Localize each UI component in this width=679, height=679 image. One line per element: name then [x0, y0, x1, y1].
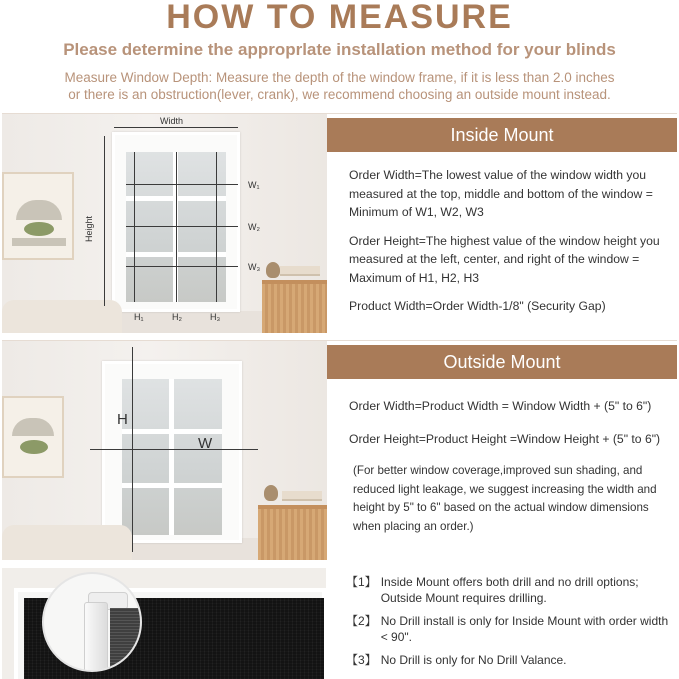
inside-mount-heading: Inside Mount: [327, 118, 677, 152]
inside-product-width-text: Product Width=Order Width-1/8" (Security Gap): [349, 299, 606, 313]
outside-order-height-text: Order Height=Product Height =Window Height + (5" to 6"): [349, 431, 661, 446]
w2-label: W₂: [248, 222, 260, 232]
note-number: 【3】: [346, 653, 377, 667]
wall-art: [2, 396, 64, 478]
outside-mount-photo: [2, 341, 327, 560]
width-label: Width: [160, 116, 184, 126]
note-number: 【1】: [346, 575, 377, 589]
outside-mount-heading: Outside Mount: [327, 345, 677, 379]
outside-order-width-text: Order Width=Product Width = Window Width + (5" to 6"): [349, 399, 652, 413]
outside-recommendation-text: (For better window coverage,improved sun shading, and reduced light leakage, we suggest increasing the width and height by 5" to 6" based on the actual window dimensions when placing an order.): [353, 464, 657, 533]
h1-arrow: [134, 152, 135, 302]
rattan-cabinet: [258, 505, 327, 560]
note-text: No Drill install is only for Inside Mount with order width < 90".: [380, 614, 669, 644]
note-item: [346, 652, 676, 668]
h2-arrow: [176, 152, 177, 302]
outside-mount-text: [349, 397, 679, 546]
h2-label: H₂: [172, 312, 182, 322]
fabric-zoom: [110, 608, 142, 672]
width-arrow: [114, 127, 238, 128]
inside-order-width-text: Order Width=The lowest value of the window width you measured at the top, middle and bottom of the window = Minimum of W1, W2, W3: [349, 168, 653, 219]
h1-label: H₁: [134, 312, 144, 322]
sofa: [2, 525, 132, 560]
blind-closeup-photo: [2, 568, 326, 679]
roller-zoom-circle: [42, 572, 142, 672]
inside-mount-photo: [2, 114, 327, 333]
outside-width-arrow: [90, 449, 258, 450]
window-depth-note-line1: Measure Window Depth: Measure the depth of the window frame, if it is less than 2.0 inches: [64, 70, 615, 85]
inside-mount-text: [349, 166, 674, 326]
inside-mount-panel: [2, 113, 677, 333]
w1-arrow: [126, 184, 238, 185]
note-item: [346, 613, 676, 645]
page-subtitle: Please determine the approprlate installation method for your blinds: [63, 40, 616, 59]
height-arrow: [104, 136, 105, 306]
w1-label: W₁: [248, 180, 260, 190]
inside-order-height-text: Order Height=The highest value of the window height you measured at the left, center, and right of the window = Maximum of H1, H2, H3: [349, 233, 660, 285]
note-item: [346, 574, 676, 606]
w3-arrow: [126, 266, 238, 267]
height-label: Height: [84, 215, 95, 243]
wall-art: [2, 172, 74, 260]
rattan-cabinet: [262, 280, 327, 333]
install-notes: [346, 574, 676, 675]
w2-arrow: [126, 226, 238, 227]
w3-label: W₃: [248, 262, 261, 272]
note-text: Inside Mount offers both drill and no drill options; Outside Mount requires drilling.: [380, 575, 639, 605]
roller-tube: [84, 602, 108, 672]
note-number: 【2】: [346, 614, 377, 628]
h3-arrow: [216, 152, 217, 302]
page-title: HOW TO MEASURE: [166, 0, 513, 36]
outside-h-label: H: [117, 411, 128, 428]
outside-w-label: W: [198, 435, 213, 452]
outside-mount-panel: [2, 340, 677, 560]
window-depth-note-line2: or there is an obstruction(lever, crank), we recommend choosing an outside mount instead.: [68, 87, 611, 102]
h3-label: H₃: [210, 312, 221, 322]
window-depth-note: [0, 69, 679, 103]
note-text: No Drill is only for No Drill Valance.: [380, 653, 567, 667]
